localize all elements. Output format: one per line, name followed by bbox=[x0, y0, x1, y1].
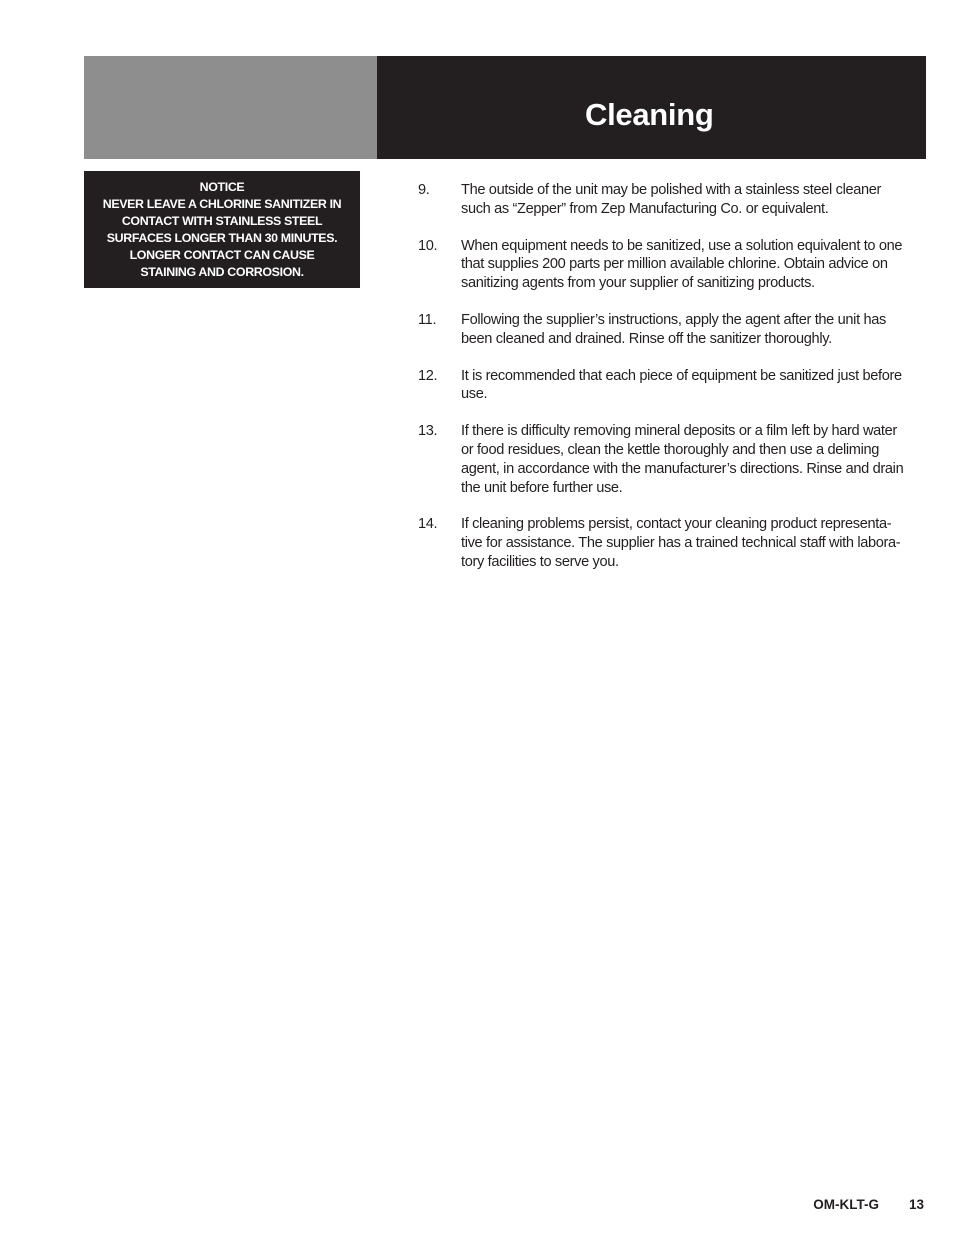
notice-line: SURFACES LONGER THAN 30 MINUTES. bbox=[106, 231, 338, 245]
cleaning-steps-list bbox=[418, 181, 928, 590]
header-title-bar bbox=[377, 56, 926, 159]
page-number: 13 bbox=[908, 1197, 924, 1212]
list-item bbox=[418, 311, 928, 349]
list-item bbox=[418, 422, 928, 497]
notice-heading: NOTICE bbox=[199, 180, 245, 194]
document-code: OM-KLT-G bbox=[813, 1197, 879, 1212]
step-text-line: The outside of the unit may be polished with a stainless steel cleaner bbox=[461, 182, 882, 198]
step-number: 10. bbox=[418, 237, 438, 254]
list-item bbox=[418, 237, 928, 293]
step-text-line: that supplies 200 parts per million available chlorine. Obtain advice on bbox=[461, 256, 888, 273]
page-footer bbox=[813, 1197, 924, 1212]
notice-line: CONTACT WITH STAINLESS STEEL bbox=[121, 214, 323, 228]
step-text-line: agent, in accordance with the manufacturer’s directions. Rinse and drain bbox=[461, 460, 904, 477]
step-text-line: use. bbox=[461, 386, 488, 403]
step-number: 11. bbox=[418, 311, 437, 328]
step-text-line: Following the supplier’s instructions, apply the agent after the unit has bbox=[461, 311, 886, 328]
list-item bbox=[418, 367, 928, 405]
header-gray-block bbox=[84, 56, 377, 159]
step-text-line: sanitizing agents from your supplier of sanitizing products. bbox=[461, 275, 815, 292]
step-text-line: tory facilities to serve you. bbox=[461, 553, 619, 570]
step-text-line: such as “Zepper” from Zep Manufacturing Co. or equivalent. bbox=[461, 200, 829, 217]
notice-line: NEVER LEAVE A CHLORINE SANITIZER IN bbox=[102, 197, 342, 211]
list-item bbox=[418, 515, 928, 571]
list-item bbox=[418, 181, 928, 219]
notice-line: STAINING AND CORROSION. bbox=[140, 265, 304, 279]
step-number: 14. bbox=[418, 516, 438, 533]
notice-box bbox=[84, 171, 360, 288]
step-number: 13. bbox=[418, 423, 438, 440]
step-text-line: It is recommended that each piece of equipment be sanitized just before bbox=[461, 367, 902, 384]
step-text-line: When equipment needs to be sanitized, use a solution equivalent to one bbox=[461, 237, 903, 254]
step-text-line: If cleaning problems persist, contact your cleaning product representa- bbox=[461, 516, 892, 533]
step-text-line: If there is difficulty removing mineral deposits or a film left by hard water bbox=[461, 423, 897, 440]
step-number: 9. bbox=[418, 182, 430, 198]
notice-line: LONGER CONTACT CAN CAUSE bbox=[129, 248, 315, 262]
page-title: Cleaning bbox=[585, 97, 714, 132]
step-text-line: or food residues, clean the kettle thoroughly and then use a deliming bbox=[461, 441, 880, 458]
step-text-line: tive for assistance. The supplier has a trained technical staff with labora- bbox=[461, 535, 901, 552]
step-text-line: been cleaned and drained. Rinse off the sanitizer thoroughly. bbox=[461, 330, 832, 347]
step-text-line: the unit before further use. bbox=[461, 479, 623, 496]
step-number: 12. bbox=[418, 367, 438, 384]
